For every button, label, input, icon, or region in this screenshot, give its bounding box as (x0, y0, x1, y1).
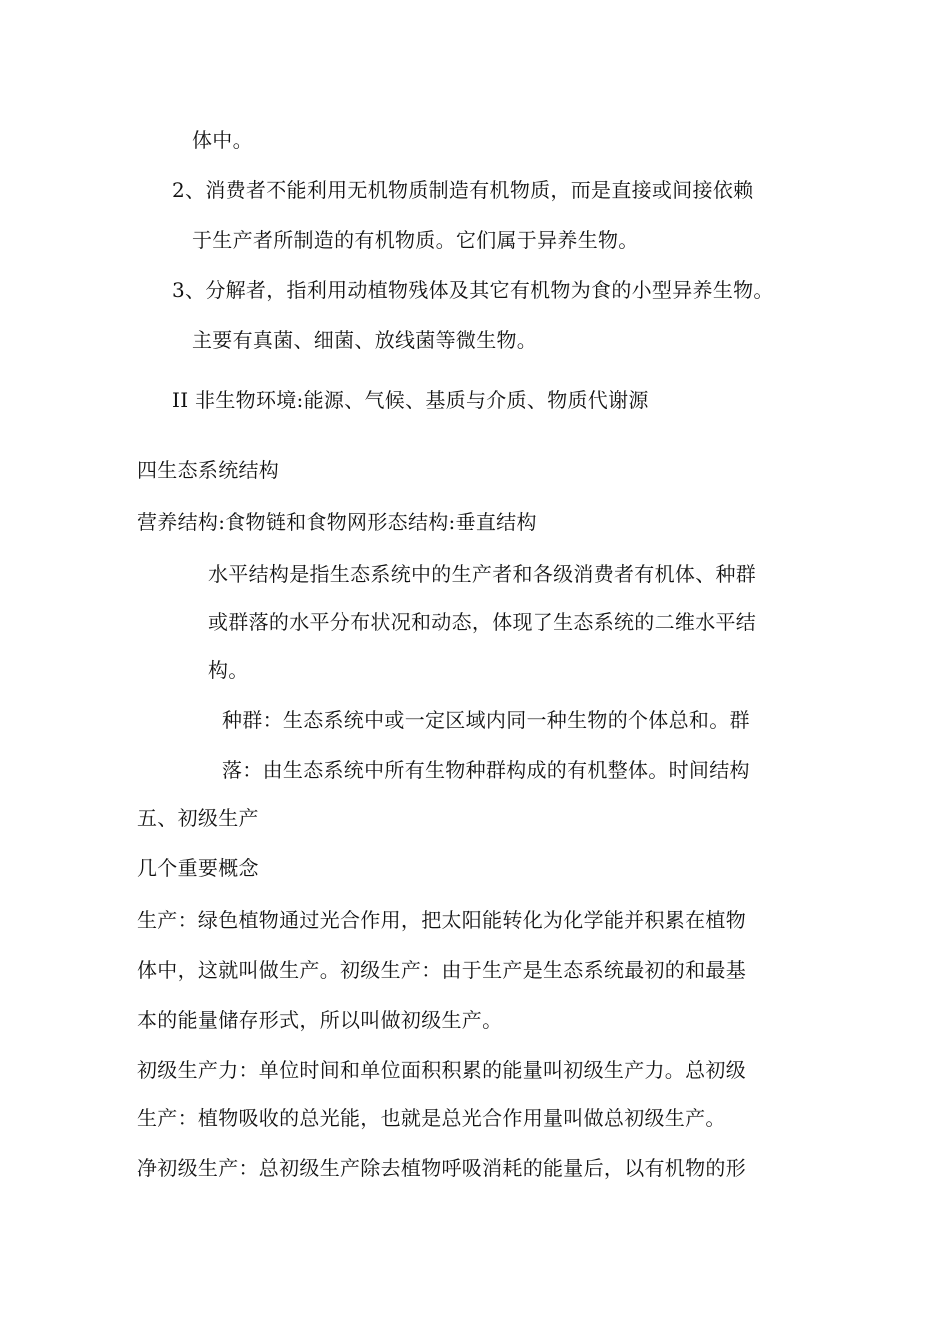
text-line: 构。 (208, 658, 249, 682)
list-item-consumers: 2、消费者不能利用无机物质制造有机物质，而是直接或间接依赖 (172, 178, 754, 202)
text-line: 生产：绿色植物通过光合作用，把太阳能转化为化学能并积累在植物 (137, 908, 746, 932)
list-item-decomposers: 3、分解者，指利用动植物残体及其它有机物为食的小型异养生物。 (172, 278, 774, 302)
subheading-concepts: 几个重要概念 (137, 856, 259, 880)
text-line: 于生产者所制造的有机物质。它们属于异养生物。 (192, 228, 639, 252)
text-line: 种群：生态系统中或一定区域内同一种生物的个体总和。群 (222, 708, 750, 732)
subheading-abiotic-environment: II 非生物环境:能源、气候、基质与介质、物质代谢源 (172, 388, 649, 412)
text-line: 主要有真菌、细菌、放线菌等微生物。 (192, 328, 538, 352)
text-line: 体中，这就叫做生产。初级生产：由于生产是生态系统最初的和最基 (137, 958, 746, 982)
text-line: 水平结构是指生态系统中的生产者和各级消费者有机体、种群 (208, 562, 757, 586)
text-line: 营养结构:食物链和食物网形态结构:垂直结构 (137, 510, 537, 534)
section-heading-structure: 四生态系统结构 (137, 458, 280, 482)
text-line: 净初级生产：总初级生产除去植物呼吸消耗的能量后，以有机物的形 (137, 1156, 746, 1180)
text-line: 初级生产力：单位时间和单位面积积累的能量叫初级生产力。总初级 (137, 1058, 746, 1082)
text-line: 落：由生态系统中所有生物种群构成的有机整体。时间结构 (222, 758, 750, 782)
text-line: 本的能量储存形式，所以叫做初级生产。 (137, 1008, 503, 1032)
text-line: 体中。 (192, 128, 253, 152)
text-line: 生产：植物吸收的总光能，也就是总光合作用量叫做总初级生产。 (137, 1106, 726, 1130)
text-line: 或群落的水平分布状况和动态，体现了生态系统的二维水平结 (208, 610, 757, 634)
section-heading-primary-production: 五、初级生产 (137, 806, 259, 830)
